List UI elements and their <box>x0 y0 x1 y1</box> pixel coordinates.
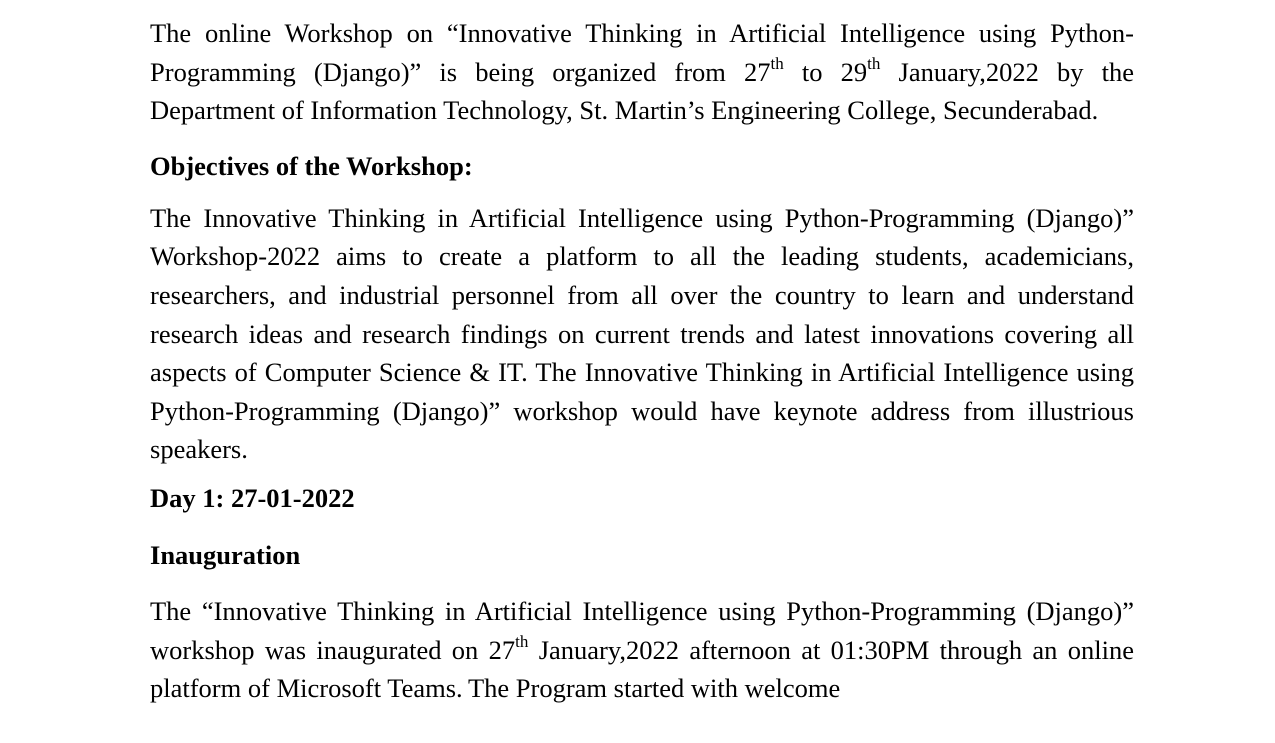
intro-superscript-1: th <box>770 53 784 73</box>
objectives-paragraph: The Innovative Thinking in Artificial Intelligence using Python-Programming (Django)” Workshop-2022 aims to create a platform to all the leading students, academicians, researchers, and industrial personnel from all over the country to learn and understand research ideas and research findings on current trends and latest innovations covering all aspects of Computer Science & IT. The Innovative Thinking in Artificial Intelligence using Python-Programming (Django)” workshop would have keynote address from illustrious speakers. <box>150 202 1134 465</box>
intro-text-2: to 29 <box>783 56 868 87</box>
inauguration-superscript: th <box>515 631 529 651</box>
document-page <box>150 14 1134 708</box>
inauguration-text-1: The “Innovative Thinking in Artificial Intelligence using Python-Programming (Django)” workshop was inaugurated on 27 <box>150 595 1134 665</box>
intro-paragraph <box>150 14 1134 130</box>
intro-text-3: January,2022 by the Department of Information Technology, St. Martin’s Engineering College, Secunderabad. <box>150 56 1134 126</box>
intro-text-1: The online Workshop on “Innovative Thinking in Artificial Intelligence using Python-Programming (Django)” is being organized from 27 <box>150 18 1134 87</box>
objectives-heading: Objectives of the Workshop: <box>150 150 473 181</box>
day1-heading: Day 1: 27-01-2022 <box>150 482 355 513</box>
inauguration-paragraph <box>150 592 1134 708</box>
inauguration-text-2: January,2022 afternoon at 01:30PM through an online platform of Microsoft Teams. The Program started with welcome <box>150 634 1134 704</box>
intro-superscript-2: th <box>867 53 881 73</box>
inauguration-heading: Inauguration <box>150 539 301 570</box>
